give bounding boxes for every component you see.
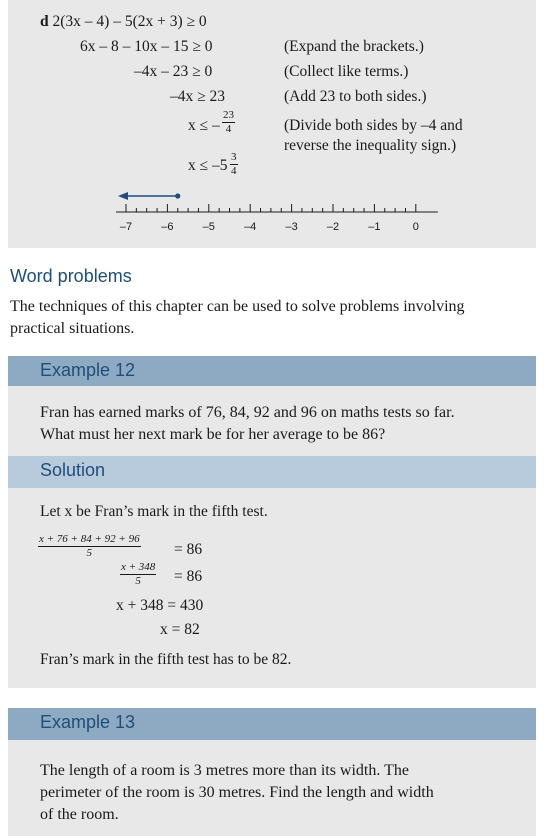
equation-2-fraction: $\frac{x + 348}{5}$ <box>121 561 156 587</box>
equation-1-fraction: $\frac{x + 76 + 84 + 92 + 96}{5}$ <box>39 533 140 559</box>
tick-label: –5 <box>202 221 215 233</box>
step-collect-note: (Collect like terms.) <box>284 63 409 80</box>
part-d-panel <box>8 0 536 248</box>
tick-label: –7 <box>119 221 133 233</box>
section-heading: Word problems <box>10 266 132 286</box>
equation-4: x = 82 <box>160 621 200 638</box>
solution-header: Solution <box>8 456 536 488</box>
step-divide-expr: x ≤ – <box>188 117 220 134</box>
step-collect-expr: –4x – 23 ≥ 0 <box>134 63 213 80</box>
step-divide-note-2: reverse the inequality sign.) <box>284 137 457 154</box>
arrow-left-icon <box>118 192 128 200</box>
example-13-question: The length of a room is 3 metres more than its width. The perimeter of the room is 30 metres. Find the length and width of the room. <box>8 740 536 836</box>
step-add-note: (Add 23 to both sides.) <box>284 88 427 105</box>
step-result-fraction: $\frac{3}{4}$ <box>231 151 237 177</box>
let-line: Let x be Fran’s mark in the fifth test. <box>40 503 268 520</box>
conclusion: Fran’s mark in the fifth test has to be 82. <box>40 651 292 668</box>
example-12-header: Example 12 <box>8 356 536 386</box>
tick-label: 0 <box>412 221 419 233</box>
closed-point <box>175 193 180 198</box>
example-12-question: Fran has earned marks of 76, 84, 92 and 96 on maths tests so far. What must her next mark be for her average to be 86? <box>8 386 536 456</box>
tick-label: –4 <box>244 221 257 233</box>
tick-label: –1 <box>368 221 381 233</box>
equation-2-rhs: = 86 <box>174 568 203 585</box>
example-13-header: Example 13 <box>8 708 536 740</box>
step-add-expr: –4x ≥ 23 <box>170 88 226 105</box>
solution-body <box>8 488 536 688</box>
tick-label: –6 <box>161 221 174 233</box>
step-divide-fraction: $\frac{23}{4}$ <box>223 109 234 135</box>
equation-3: x + 348 = 430 <box>116 597 204 614</box>
tick-label: –2 <box>326 221 340 233</box>
step-result-expr: x ≤ –5 <box>188 157 228 174</box>
step-divide-note-1: (Divide both sides by –4 and <box>284 117 463 134</box>
section-intro: The techniques of this chapter can be used to solve problems involving practical situations. <box>10 298 465 337</box>
tick-label: –3 <box>285 221 298 233</box>
part-d-problem: d 2(3x – 4) – 5(2x + 3) ≥ 0 <box>40 13 207 30</box>
step-expand-expr: 6x – 8 – 10x – 15 ≥ 0 <box>80 38 213 55</box>
number-line <box>8 180 536 240</box>
step-expand-note: (Expand the brackets.) <box>284 38 424 55</box>
equation-1-rhs: = 86 <box>174 541 203 558</box>
